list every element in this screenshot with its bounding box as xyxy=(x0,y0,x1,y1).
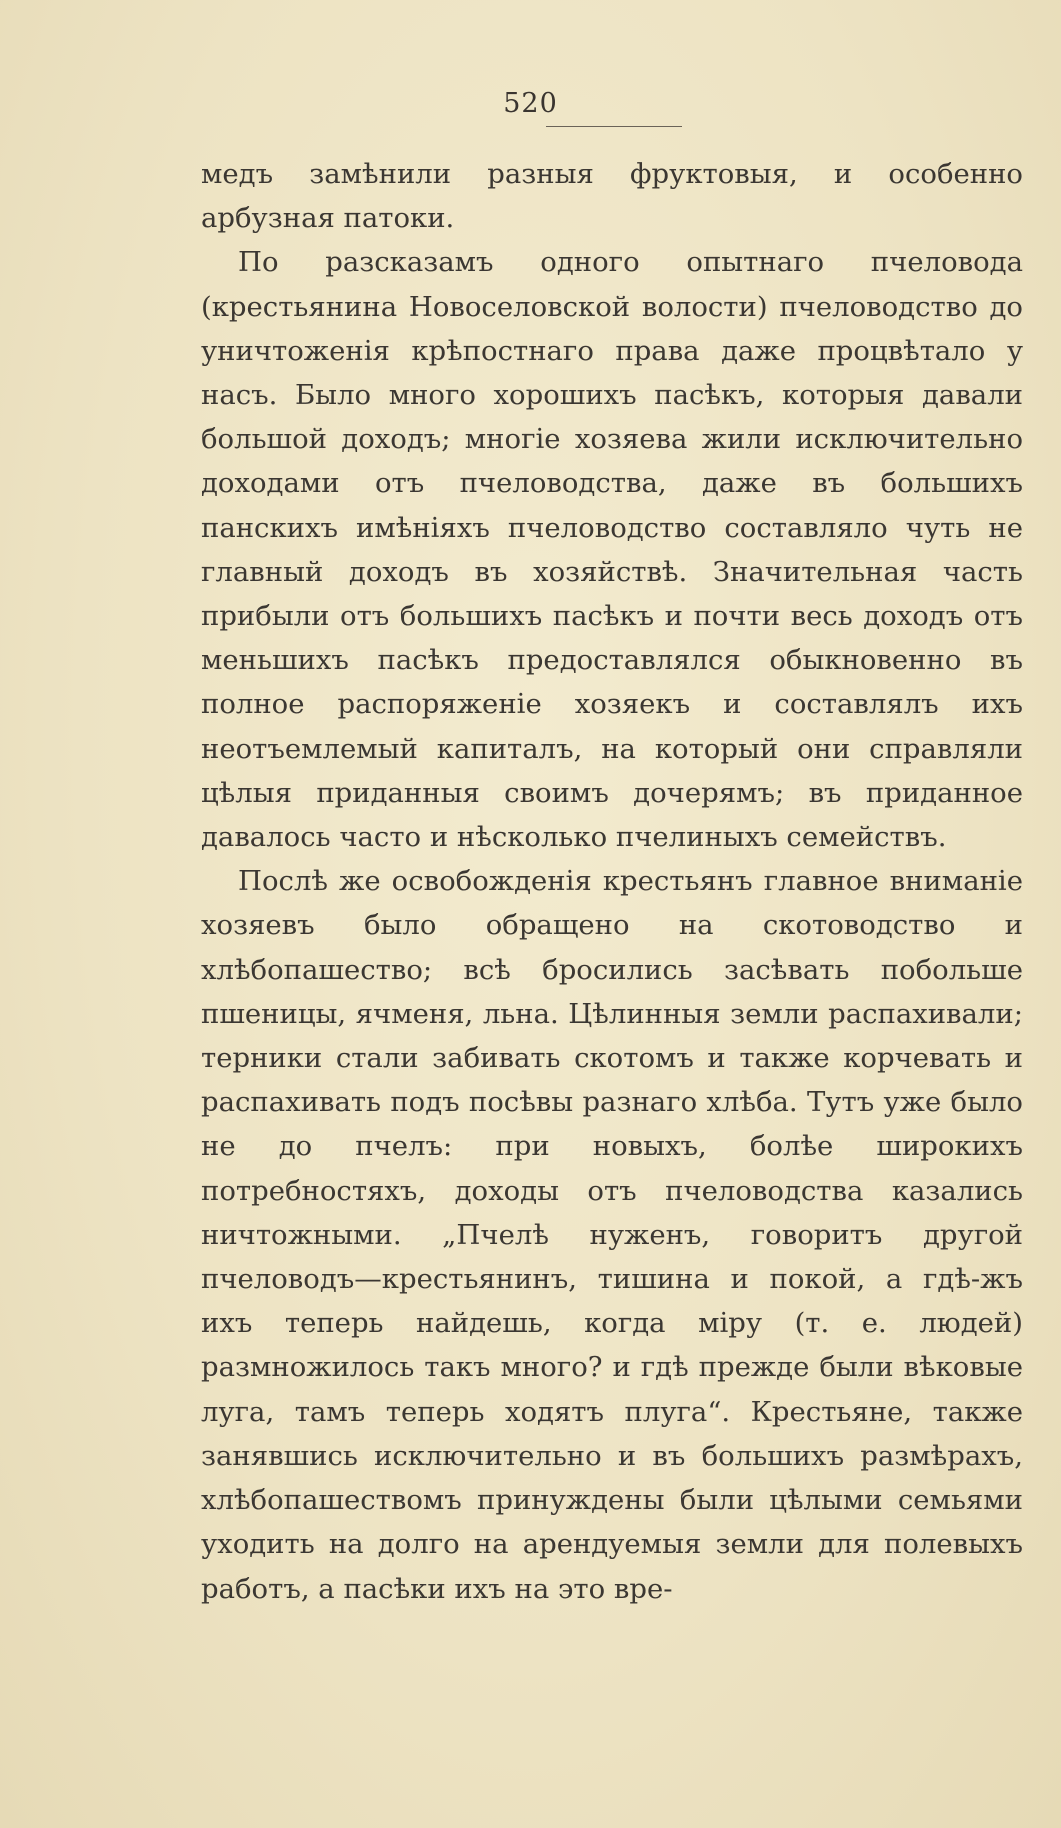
page-number-rule xyxy=(546,126,682,127)
paragraph-continuation: медъ замѣнили разныя фруктовыя, и особенно арбузная патоки. xyxy=(201,158,1023,235)
paragraph-beekeeping-history: По разсказамъ одного опытнаго пчеловода (крестьянина Новоселовской волости) пчеловодство до уничтоженія крѣпостнаго права даже процвѣтало у насъ. Было много хорошихъ пасѣкъ, которыя давали большой доходъ; многіе хозяева жили исключительно доходами отъ пчеловодства, даже въ большихъ панскихъ имѣніяхъ пчеловодство составляло чуть не главный доходъ въ хозяйствѣ. Значительная часть прибыли отъ большихъ пасѣкъ и почти весь доходъ отъ меньшихъ пасѣкъ предоставлялся обыкновенно въ полное распоряженіе хозяекъ и составлялъ ихъ неотъемлемый капиталъ, на который они справляли цѣлыя приданныя своимъ дочерямъ; въ приданное давалось часто и нѣсколько пчелиныхъ семействъ. xyxy=(201,246,1023,854)
paragraph-after-emancipation: Послѣ же освобожденія крестьянъ главное вниманіе хозяевъ было обращено на скотоводство и хлѣбопашество; всѣ бросились засѣвать побольше пшеницы, ячменя, льна. Цѣлинныя земли распахивали; терники стали забивать скотомъ и также корчевать и распахивать подъ посѣвы разнаго хлѣба. Тутъ уже было не до пчелъ: при новыхъ, болѣе широкихъ потребностяхъ, доходы отъ пчеловодства казались ничтожными. „Пчелѣ нуженъ, говоритъ другой пчеловодъ—крестьянинъ, тишина и покой, а гдѣ-жъ ихъ теперь найдешь, когда міру (т. е. людей) размножилось такъ много? и гдѣ прежде были вѣковые луга, тамъ теперь ходятъ плуга“. Крестьяне, также занявшись исключительно и въ большихъ размѣрахъ, хлѣбопашествомъ принуждены были цѣлыми семьями уходить на долго на арендуемыя земли для полевыхъ работъ, а пасѣки ихъ на это вре- xyxy=(201,865,1023,1605)
page-number: 520 xyxy=(503,88,558,119)
body-text xyxy=(201,152,1023,1611)
